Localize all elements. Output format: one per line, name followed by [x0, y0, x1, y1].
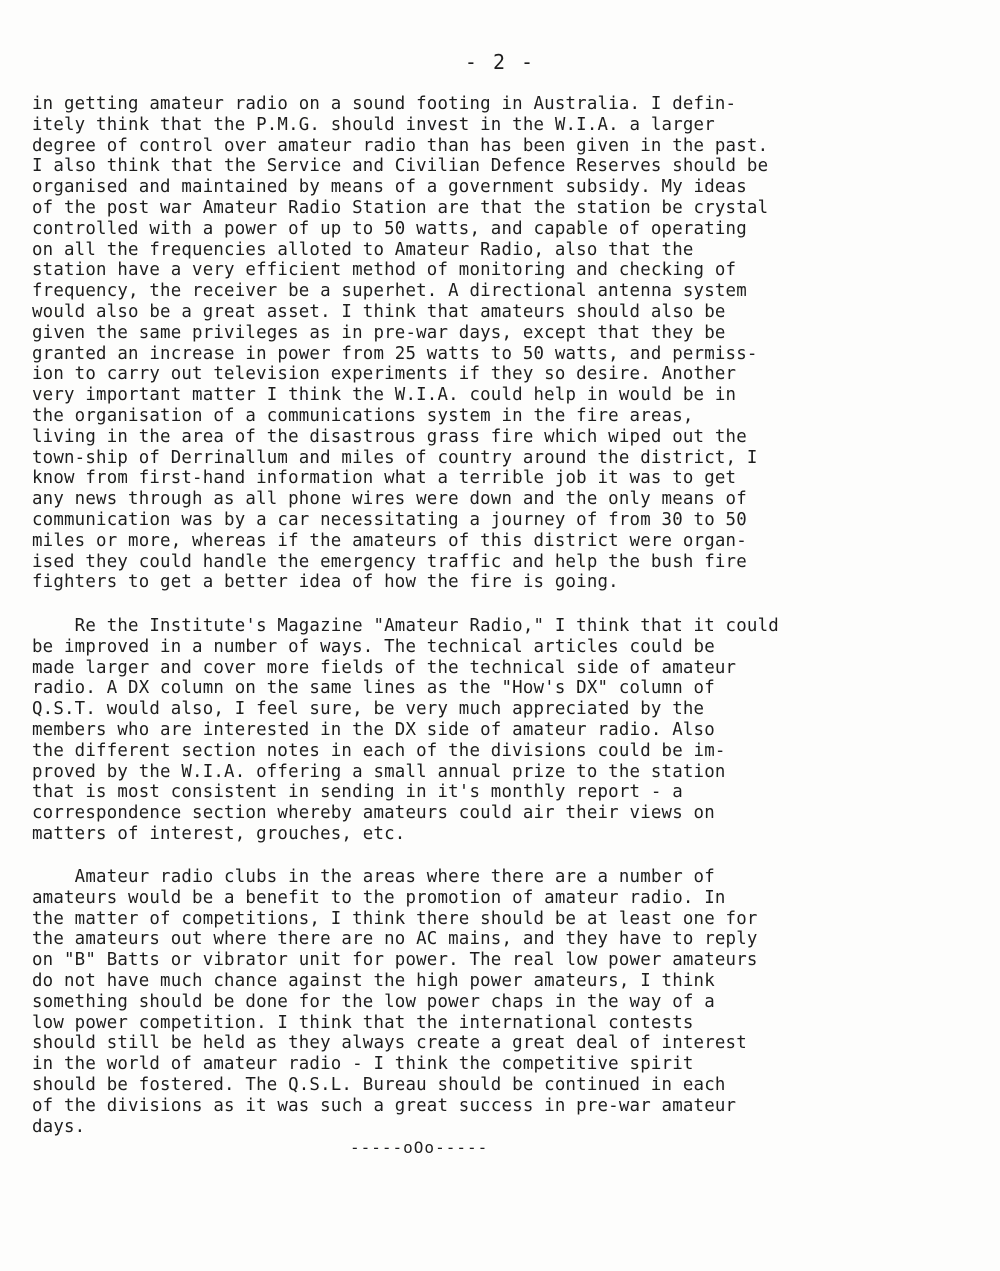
- text-line: on all the frequencies alloted to Amateur Radio, also that the: [32, 239, 694, 260]
- text-line: the amateurs out where there are no AC mains, and they have to reply: [32, 929, 758, 950]
- text-line: town-ship of Derrinallum and miles of country around the district, I: [32, 447, 758, 468]
- text-line: be improved in a number of ways. The technical articles could be: [32, 636, 715, 657]
- text-line: living in the area of the disastrous grass fire which wiped out the: [32, 426, 747, 447]
- text-line: I also think that the Service and Civilian Defence Reserves should be: [32, 156, 769, 177]
- text-line: should still be held as they always create a great deal of interest: [32, 1033, 747, 1054]
- text-line: do not have much chance against the high power amateurs, I think: [32, 970, 715, 991]
- text-line: the matter of competitions, I think there should be at least one for: [32, 908, 758, 929]
- text-line: frequency, the receiver be a superhet. A directional antenna system: [32, 281, 747, 302]
- text-line: know from first-hand information what a terrible job it was to get: [32, 468, 737, 489]
- text-line: organised and maintained by means of a government subsidy. My ideas: [32, 177, 747, 198]
- paragraph: [32, 867, 912, 1137]
- text-line: given the same privileges as in pre-war days, except that they be: [32, 322, 726, 343]
- text-line: ised they could handle the emergency traffic and help the bush fire: [32, 551, 747, 572]
- text-line: station have a very efficient method of monitoring and checking of: [32, 260, 737, 281]
- text-line: matters of interest, grouches, etc.: [32, 823, 406, 844]
- text-line: proved by the W.I.A. offering a small annual prize to the station: [32, 761, 726, 782]
- end-mark: -----oOo-----: [350, 1138, 489, 1157]
- text-line: granted an increase in power from 25 watts to 50 watts, and permiss-: [32, 343, 758, 364]
- text-line: fighters to get a better idea of how the fire is going.: [32, 572, 619, 593]
- text-line: amateurs would be a benefit to the promotion of amateur radio. In: [32, 887, 726, 908]
- text-line: low power competition. I think that the international contests: [32, 1012, 694, 1033]
- text-line: of the divisions as it was such a great success in pre-war amateur: [32, 1095, 737, 1116]
- paragraph: [32, 94, 912, 593]
- text-line: itely think that the P.M.G. should invest in the W.I.A. a larger: [32, 114, 715, 135]
- text-line: on "B" Batts or vibrator unit for power. The real low power amateurs: [32, 950, 758, 971]
- text-line: that is most consistent in sending in it's monthly report - a: [32, 782, 683, 803]
- text-line: of the post war Amateur Radio Station are that the station be crystal: [32, 197, 769, 218]
- text-line: the organisation of a communications system in the fire areas,: [32, 405, 694, 426]
- text-line: Amateur radio clubs in the areas where there are a number of: [32, 867, 715, 887]
- text-line: should be fostered. The Q.S.L. Bureau should be continued in each: [32, 1074, 726, 1095]
- page-number: - 2 -: [464, 50, 536, 74]
- text-line: the different section notes in each of the divisions could be im-: [32, 740, 726, 761]
- text-line: members who are interested in the DX side of amateur radio. Also: [32, 719, 715, 740]
- text-line: something should be done for the low power chaps in the way of a: [32, 991, 715, 1012]
- paragraph: [32, 616, 912, 845]
- text-line: any news through as all phone wires were down and the only means of: [32, 489, 747, 510]
- text-line: in getting amateur radio on a sound footing in Australia. I defin-: [32, 94, 737, 114]
- text-line: Q.S.T. would also, I feel sure, be very much appreciated by the: [32, 699, 705, 720]
- text-line: in the world of amateur radio - I think the competitive spirit: [32, 1054, 694, 1075]
- text-line: communication was by a car necessitating a journey of from 30 to 50: [32, 509, 747, 530]
- text-line: correspondence section whereby amateurs could air their views on: [32, 803, 715, 824]
- text-line: very important matter I think the W.I.A. could help in would be in: [32, 385, 737, 406]
- text-line: miles or more, whereas if the amateurs of this district were organ-: [32, 530, 747, 551]
- text-line: radio. A DX column on the same lines as the "How's DX" column of: [32, 678, 715, 699]
- text-line: ion to carry out television experiments if they so desire. Another: [32, 364, 737, 385]
- text-line: Re the Institute's Magazine "Amateur Radio," I think that it could: [32, 616, 779, 636]
- text-line: controlled with a power of up to 50 watts, and capable of operating: [32, 218, 747, 239]
- text-line: made larger and cover more fields of the technical side of amateur: [32, 657, 737, 678]
- text-line: would also be a great asset. I think that amateurs should also be: [32, 301, 726, 322]
- text-line: days.: [32, 1116, 86, 1137]
- text-line: degree of control over amateur radio than has been given in the past.: [32, 135, 769, 156]
